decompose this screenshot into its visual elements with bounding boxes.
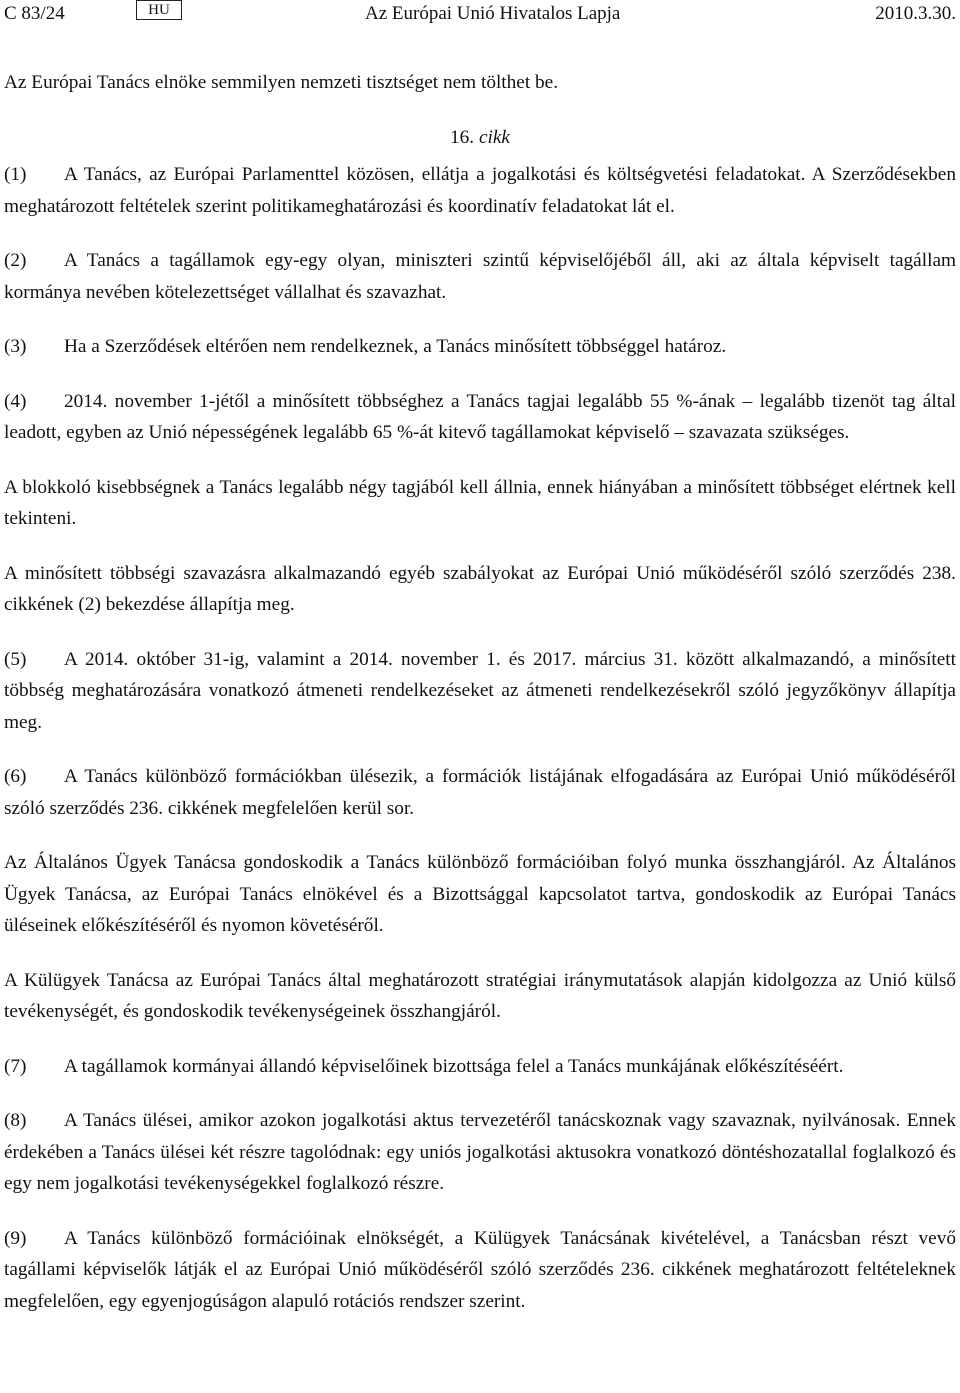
paragraph-5: [4, 644, 956, 739]
publication-date: 2010.3.30.: [875, 3, 956, 24]
article-number: 16.: [450, 126, 475, 148]
article-word: cikk: [478, 126, 510, 148]
paragraph-number: (7): [4, 1055, 27, 1077]
paragraph-number: (6): [4, 766, 27, 787]
paragraph-9: [4, 1223, 956, 1318]
paragraph-text: A Tanács a tagállamok egy-egy olyan, miniszteri szintű képviselőjéből áll, aki az általa képviselt tagállam kormánya nevében kötelezettséget vállalhat és szavazhat.: [4, 250, 956, 303]
paragraph-text: Ha a Szerződések eltérően nem rendelkeznek, a Tanács minősített többséggel határoz.: [64, 336, 727, 357]
paragraph-text: 2014. november 1-jétől a minősített többséghez a Tanács tagjai legalább 55 %-ának – legalább tizenöt tag által leadott, egyben az Unió népességének legalább 65 %-át kitevő tagállamokat képviselő – szavazata szükséges.: [4, 390, 956, 443]
paragraph-4-other-rules: A minősített többségi szavazásra alkalmazandó egyéb szabályokat az Európai Unió működéséről szóló szerződés 238. cikkének (2) bekezdése állapítja meg.: [4, 562, 956, 615]
paragraph-4: [4, 386, 956, 449]
paragraph-1: [4, 159, 956, 222]
paragraph-text: A Tanács ülései, amikor azokon jogalkotási aktus tervezetéről tanácskoznak vagy szavaznak, nyilvánosak. Ennek érdekében a Tanács ülései két részre tagolódnak: egy uniós jogalkotási aktusokra vonatkozó döntéshozatallal foglalkozó és egy nem jogalkotási tevékenységekkel foglalkozó részre.: [4, 1110, 956, 1194]
paragraph-3: [4, 331, 956, 363]
paragraph-2: [4, 245, 956, 308]
document-body: [4, 67, 956, 1340]
paragraph-6-general-affairs: Az Általános Ügyek Tanácsa gondoskodik a Tanács különböző formációiban folyó munka összhangjáról. Az Általános Ügyek Tanácsa, az Európai Tanács elnökével és a Bizottsággal kapcsolatot tartva, gondoskodik az Európai Tanács üléseinek előkészítéséről és nyomon követéséről.: [4, 852, 956, 936]
paragraph-number: (8): [4, 1110, 27, 1131]
paragraph-number: (1): [4, 164, 27, 185]
paragraph-4-blocking-minority: A blokkoló kisebbségnek a Tanács legalább négy tagjából kell állnia, ennek hiányában a minősített többséget elértnek kell tekinteni.: [4, 476, 956, 529]
paragraph-6: [4, 761, 956, 824]
journal-title: Az Európai Unió Hivatalos Lapja: [365, 3, 621, 24]
paragraph-text: A 2014. október 31-ig, valamint a 2014. november 1. és 2017. március 31. között alkalmazandó, a minősített többség meghatározására vonatkozó átmeneti rendelkezéseket az átmeneti rendelkezésekről szóló jegyzőkönyv állapítja meg.: [4, 648, 956, 733]
article-heading: [4, 122, 956, 154]
paragraph-text: A Tanács különböző formációkban ülésezik, a formációk listájának elfogadására az Európai Unió működéséről szóló szerződés 236. cikkének megfelelően kerül sor.: [4, 766, 956, 819]
paragraph-8: [4, 1105, 956, 1200]
paragraph-number: (9): [4, 1227, 27, 1249]
paragraph-6-foreign-affairs: A Külügyek Tanácsa az Európai Tanács által meghatározott stratégiai iránymutatások alapján kidolgozza az Unió külső tevékenységét, és gondoskodik tevékenységeinek összhangjáról.: [4, 969, 956, 1022]
language-code-box: HU: [136, 0, 182, 20]
paragraph-number: (4): [4, 390, 27, 412]
page-reference: C 83/24: [4, 3, 65, 24]
page-header: [0, 0, 960, 28]
paragraph-number: (3): [4, 336, 27, 357]
paragraph-text: A Tanács, az Európai Parlamenttel közösen, ellátja a jogalkotási és költségvetési feladatokat. A Szerződésekben meghatározott feltételek szerint politikameghatározási és koordinatív feladatokat lát el.: [4, 164, 956, 217]
paragraph-number: (5): [4, 648, 27, 670]
paragraph-7: [4, 1051, 956, 1083]
intro-paragraph: Az Európai Tanács elnöke semmilyen nemzeti tisztséget nem tölthet be.: [4, 72, 559, 93]
paragraph-number: (2): [4, 250, 27, 271]
paragraph-text: A Tanács különböző formációinak elnökségét, a Külügyek Tanácsának kivételével, a Tanácsban részt vevő tagállami képviselők látják el az Európai Unió működéséről szóló szerződés 236. cikkének meghatározott feltételeknek megfelelően, egy egyenjogúságon alapuló rotációs rendszer szerint.: [4, 1227, 956, 1312]
paragraph-text: A tagállamok kormányai állandó képviselőinek bizottsága felel a Tanács munkájának előkészítéséért.: [64, 1055, 844, 1077]
